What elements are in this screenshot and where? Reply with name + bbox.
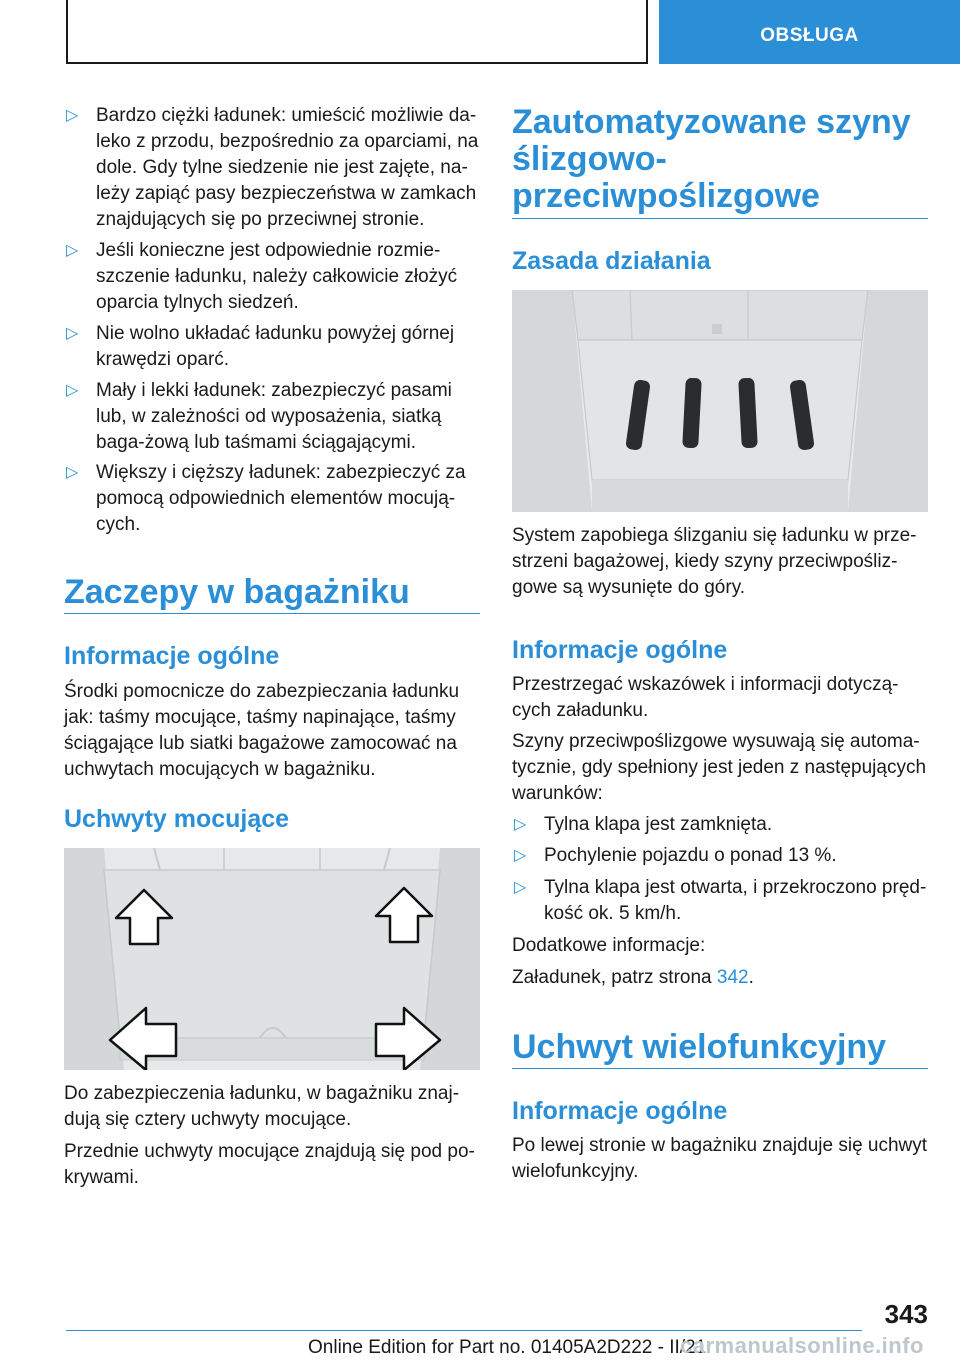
paragraph: System zapobiega ślizganiu się ładunku w prze-strzeni bagażowej, kiedy szyny przeciwpośliz-gowe są wysunięte do góry. (512, 525, 917, 598)
bullet-triangle-icon: ▷ (66, 464, 79, 481)
paragraph: Przestrzegać wskazówek i informacji dotyczą-cych załadunku. (512, 674, 899, 721)
bullet-triangle-icon: ▷ (66, 242, 79, 259)
anti-slip-rails-photo (512, 290, 928, 512)
bullet-triangle-icon: ▷ (66, 325, 79, 342)
bullet-triangle-icon: ▷ (66, 107, 79, 124)
subsection-heading: Uchwyty mocujące (64, 805, 290, 833)
subsection-heading: Zasada działania (512, 247, 711, 275)
section-heading: Uchwyt wielofunkcyjny (512, 1028, 887, 1066)
cargo-lashing-illustration (64, 848, 480, 1070)
list-item: ▷ Nie wolno układać ładunku powyżej górnej krawędzi oparć. (64, 321, 482, 373)
list-item: ▷ Mały i lekki ładunek: zabezpieczyć pasami lub, w zależności od wyposażenia, siatką baga-żową lub taśmami ściągającymi. (64, 378, 482, 456)
heading-rule (512, 1068, 928, 1069)
bullet-triangle-icon: ▷ (514, 816, 527, 833)
page-reference-link[interactable]: 342 (716, 967, 749, 988)
paragraph: Dodatkowe informacje: (512, 935, 706, 956)
bullet-triangle-icon: ▷ (514, 847, 527, 864)
list-item: ▷ Bardzo ciężki ładunek: umieścić możliwie da-leko z przodu, bezpośrednio za oparciami, na dole. Gdy tylne siedzenie nie jest zajęte, na-leży zapiąć pasy bezpieczeństwa w zamkach znajdujących się po przeciwnej stronie. (64, 103, 482, 233)
subsection-heading: Informacje ogólne (512, 1097, 728, 1125)
anti-slip-rails-illustration (512, 290, 928, 512)
cargo-lashing-photo (64, 848, 480, 1070)
subsection-heading: Informacje ogólne (512, 636, 728, 664)
bullet-triangle-icon: ▷ (514, 879, 527, 896)
list-item: ▷ Tylna klapa jest zamknięta. (512, 812, 930, 838)
paragraph: Po lewej stronie w bagażniku znajduje się uchwyt wielofunkcyjny. (512, 1135, 928, 1182)
watermark-site: carmanualsonline.info (680, 1333, 924, 1358)
paragraph: Środki pomocnicze do zabezpieczania ładunku jak: taśmy mocujące, taśmy napinające, taśmy ściągające lub siatki bagażowe zamocować na uchwytach mocujących w bagażniku. (64, 681, 460, 780)
heading-rule (64, 613, 480, 614)
footer-edition: Online Edition for Part no. 01405A2D222 - II/21 (308, 1337, 707, 1358)
section-heading: Zaczepy w bagażniku (64, 573, 410, 611)
section-heading: Zautomatyzowane szyny ślizgowo-przeciwpoślizgowe (512, 103, 911, 215)
bullet-triangle-icon: ▷ (66, 382, 79, 399)
paragraph: Do zabezpieczenia ładunku, w bagażniku znaj-dują się cztery uchwyty mocujące. (64, 1083, 460, 1130)
paragraph: Szyny przeciwpoślizgowe wysuwają się automa-tycznie, gdy spełniony jest jeden z następujących warunków: (512, 731, 927, 804)
paragraph: Przednie uchwyty mocujące znajdują się pod po-krywami. (64, 1141, 475, 1188)
list-item: ▷ Większy i cięższy ładunek: zabezpieczyć za pomocą odpowiednich elementów mocują-cych. (64, 460, 482, 538)
list-item: ▷ Tylna klapa jest otwarta, i przekroczono pręd-kość ok. 5 km/h. (512, 875, 930, 927)
subsection-heading: Informacje ogólne (64, 642, 280, 670)
page-number: 343 (884, 1299, 928, 1329)
header-frame (66, 0, 648, 64)
list-item: ▷ Pochylenie pojazdu o ponad 13 %. (512, 843, 930, 869)
heading-rule (512, 218, 928, 219)
header-chapter-tab: OBSŁUGA (659, 0, 960, 64)
list-item: ▷ Jeśli konieczne jest odpowiednie rozmie-szczenie ładunku, należy całkowicie złożyć oparcia tylnych siedzeń. (64, 238, 482, 316)
paragraph: Załadunek, patrz strona 342. (512, 967, 754, 988)
footer-rule (66, 1330, 862, 1331)
